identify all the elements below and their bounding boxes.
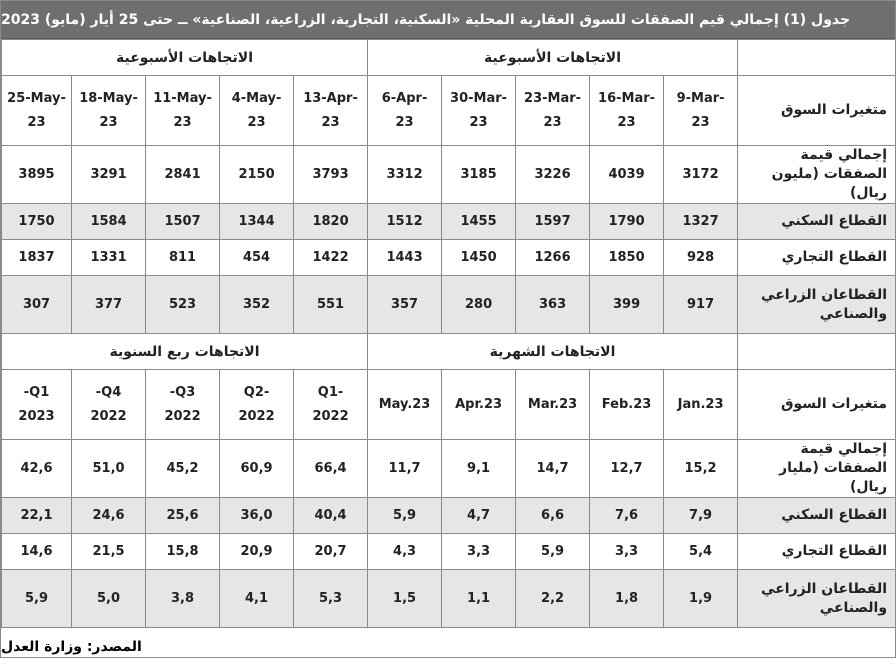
row-label: القطاع التجاري bbox=[738, 534, 896, 570]
table-cell: 45,2 bbox=[146, 440, 220, 498]
column-header-line: 6-Apr- bbox=[381, 90, 428, 106]
table-cell: 15,8 bbox=[146, 534, 220, 570]
table-cell: 363 bbox=[516, 276, 590, 334]
table-cell: 14,7 bbox=[516, 440, 590, 498]
table-cell: 15,2 bbox=[664, 440, 738, 498]
column-header-line: Mar.23 bbox=[527, 396, 578, 412]
column-header-line: 2022 bbox=[90, 408, 127, 424]
column-header-line: 23 bbox=[321, 114, 340, 130]
table-cell: 1584 bbox=[72, 204, 146, 240]
row-header-label: متغيرات السوق bbox=[738, 76, 896, 146]
column-header-line: 30-Mar- bbox=[450, 90, 508, 106]
table-cell: 4,3 bbox=[368, 534, 442, 570]
column-header-line: 23 bbox=[543, 114, 562, 130]
table-cell: 3895 bbox=[2, 146, 72, 204]
column-header-line: 13-Apr- bbox=[303, 90, 358, 106]
table-cell: 40,4 bbox=[294, 498, 368, 534]
column-header bbox=[664, 370, 738, 440]
blank-cell bbox=[738, 334, 896, 370]
table-cell: 1344 bbox=[220, 204, 294, 240]
column-header bbox=[220, 370, 294, 440]
column-header-line: -Q1 bbox=[23, 384, 50, 400]
column-header bbox=[2, 76, 72, 146]
group-label: الاتجاهات الأسبوعية bbox=[2, 40, 368, 76]
table-cell: 3312 bbox=[368, 146, 442, 204]
table-cell: 1750 bbox=[2, 204, 72, 240]
table-cell: 3226 bbox=[516, 146, 590, 204]
row-label: القطاعان الزراعي والصناعي bbox=[738, 276, 896, 334]
table-cell: 12,7 bbox=[590, 440, 664, 498]
table-cell: 51,0 bbox=[72, 440, 146, 498]
table-cell: 1820 bbox=[294, 204, 368, 240]
table-cell: 3,8 bbox=[146, 570, 220, 628]
group-label: الاتجاهات الأسبوعية bbox=[368, 40, 738, 76]
column-header-line: 23 bbox=[617, 114, 636, 130]
table-cell: 1597 bbox=[516, 204, 590, 240]
table-cell: 11,7 bbox=[368, 440, 442, 498]
column-header bbox=[368, 76, 442, 146]
table-row bbox=[2, 146, 896, 204]
table-cell: 7,9 bbox=[664, 498, 738, 534]
column-header-line: 23 bbox=[469, 114, 488, 130]
column-header bbox=[2, 370, 72, 440]
column-header-line: May.23 bbox=[378, 396, 431, 412]
row-label: القطاع السكني bbox=[738, 204, 896, 240]
table-cell: 1790 bbox=[590, 204, 664, 240]
column-header bbox=[368, 370, 442, 440]
table-cell: 1,1 bbox=[442, 570, 516, 628]
table-cell: 377 bbox=[72, 276, 146, 334]
row-label: القطاعان الزراعي والصناعي bbox=[738, 570, 896, 628]
table-cell: 6,6 bbox=[516, 498, 590, 534]
row-label: القطاع السكني bbox=[738, 498, 896, 534]
column-header bbox=[220, 76, 294, 146]
column-header-line: 2022 bbox=[238, 408, 275, 424]
table-cell: 42,6 bbox=[2, 440, 72, 498]
table-cell: 4039 bbox=[590, 146, 664, 204]
column-header-row bbox=[2, 76, 896, 146]
table-cell: 551 bbox=[294, 276, 368, 334]
group-label: الاتجاهات ربع السنوية bbox=[2, 334, 368, 370]
table-cell: 5,0 bbox=[72, 570, 146, 628]
table-cell: 917 bbox=[664, 276, 738, 334]
column-header-line: 23 bbox=[247, 114, 266, 130]
table-cell: 1443 bbox=[368, 240, 442, 276]
column-header-line: 2022 bbox=[312, 408, 349, 424]
table-row bbox=[2, 204, 896, 240]
data-table bbox=[1, 39, 896, 628]
table-cell: 2841 bbox=[146, 146, 220, 204]
column-header bbox=[664, 76, 738, 146]
column-header-line: 18-May- bbox=[79, 90, 138, 106]
column-header bbox=[442, 370, 516, 440]
table-cell: 5,9 bbox=[2, 570, 72, 628]
row-label: إجمالي قيمة الصفقات (مليار ريال) bbox=[738, 440, 896, 498]
table-cell: 3,3 bbox=[590, 534, 664, 570]
table-cell: 21,5 bbox=[72, 534, 146, 570]
column-header-line: 23 bbox=[27, 114, 46, 130]
column-header-line: Jan.23 bbox=[677, 396, 724, 412]
column-header bbox=[590, 370, 664, 440]
table-cell: 357 bbox=[368, 276, 442, 334]
table-cell: 3172 bbox=[664, 146, 738, 204]
column-header-line: Q2- bbox=[243, 384, 270, 400]
table-row bbox=[2, 440, 896, 498]
table-cell: 14,6 bbox=[2, 534, 72, 570]
column-header-line: -Q3 bbox=[169, 384, 196, 400]
table-cell: 811 bbox=[146, 240, 220, 276]
table-cell: 1850 bbox=[590, 240, 664, 276]
column-header-line: 23 bbox=[173, 114, 192, 130]
table-cell: 352 bbox=[220, 276, 294, 334]
table-cell: 60,9 bbox=[220, 440, 294, 498]
column-header-line: 25-May- bbox=[7, 90, 66, 106]
table-cell: 5,9 bbox=[516, 534, 590, 570]
column-header-line: 23 bbox=[691, 114, 710, 130]
column-header bbox=[442, 76, 516, 146]
table-cell: 399 bbox=[590, 276, 664, 334]
group-header-row bbox=[2, 40, 896, 76]
table-cell: 1507 bbox=[146, 204, 220, 240]
table-cell: 1327 bbox=[664, 204, 738, 240]
column-header bbox=[146, 76, 220, 146]
table-cell: 307 bbox=[2, 276, 72, 334]
column-header-row bbox=[2, 370, 896, 440]
column-header bbox=[294, 76, 368, 146]
column-header-line: Apr.23 bbox=[455, 396, 503, 412]
column-header bbox=[72, 370, 146, 440]
table-cell: 25,6 bbox=[146, 498, 220, 534]
column-header bbox=[72, 76, 146, 146]
table-cell: 1331 bbox=[72, 240, 146, 276]
column-header-line: 2023 bbox=[18, 408, 55, 424]
table-cell: 66,4 bbox=[294, 440, 368, 498]
group-label: الاتجاهات الشهرية bbox=[368, 334, 738, 370]
table-cell: 1266 bbox=[516, 240, 590, 276]
column-header-line: Q1- bbox=[317, 384, 344, 400]
table-cell: 5,3 bbox=[294, 570, 368, 628]
source-note: المصدر: وزارة العدل bbox=[1, 639, 142, 655]
table-cell: 3291 bbox=[72, 146, 146, 204]
table-cell: 1,8 bbox=[590, 570, 664, 628]
row-label: إجمالي قيمة الصفقات (مليون ريال) bbox=[738, 146, 896, 204]
table-row bbox=[2, 570, 896, 628]
table-cell: 1512 bbox=[368, 204, 442, 240]
table-cell: 1455 bbox=[442, 204, 516, 240]
row-header-label: متغيرات السوق bbox=[738, 370, 896, 440]
column-header bbox=[516, 76, 590, 146]
table-cell: 22,1 bbox=[2, 498, 72, 534]
table-cell: 9,1 bbox=[442, 440, 516, 498]
table-cell: 523 bbox=[146, 276, 220, 334]
table-cell: 1422 bbox=[294, 240, 368, 276]
table-cell: 3,3 bbox=[442, 534, 516, 570]
column-header-line: 23-Mar- bbox=[524, 90, 582, 106]
table-cell: 1,9 bbox=[664, 570, 738, 628]
table-row bbox=[2, 534, 896, 570]
column-header-line: 4-May- bbox=[231, 90, 282, 106]
table-row bbox=[2, 240, 896, 276]
table-cell: 20,9 bbox=[220, 534, 294, 570]
table-cell: 3793 bbox=[294, 146, 368, 204]
column-header-line: -Q4 bbox=[95, 384, 122, 400]
column-header-line: 11-May- bbox=[153, 90, 212, 106]
column-header-line: 23 bbox=[99, 114, 118, 130]
column-header-line: 2022 bbox=[164, 408, 201, 424]
column-header bbox=[146, 370, 220, 440]
row-label: القطاع التجاري bbox=[738, 240, 896, 276]
table-cell: 2150 bbox=[220, 146, 294, 204]
table-cell: 7,6 bbox=[590, 498, 664, 534]
table-row bbox=[2, 498, 896, 534]
table-cell: 4,7 bbox=[442, 498, 516, 534]
column-header-line: 23 bbox=[395, 114, 414, 130]
table-cell: 2,2 bbox=[516, 570, 590, 628]
table-cell: 928 bbox=[664, 240, 738, 276]
table-cell: 5,9 bbox=[368, 498, 442, 534]
table-title: جدول (1) إجمالي قيم الصفقات للسوق العقارية المحلية «السكنية، التجارية، الزراعية، الصناعية» ــ حتى 25 أيار (مايو) 2023 bbox=[1, 1, 895, 39]
column-header bbox=[294, 370, 368, 440]
group-header-row bbox=[2, 334, 896, 370]
column-header bbox=[590, 76, 664, 146]
table-cell: 4,1 bbox=[220, 570, 294, 628]
table-cell: 36,0 bbox=[220, 498, 294, 534]
table-cell: 24,6 bbox=[72, 498, 146, 534]
column-header bbox=[516, 370, 590, 440]
table-row bbox=[2, 276, 896, 334]
table-cell: 280 bbox=[442, 276, 516, 334]
table-cell: 1837 bbox=[2, 240, 72, 276]
table-cell: 3185 bbox=[442, 146, 516, 204]
table-body bbox=[2, 40, 896, 628]
column-header-line: 16-Mar- bbox=[598, 90, 656, 106]
table-cell: 1,5 bbox=[368, 570, 442, 628]
blank-cell bbox=[738, 40, 896, 76]
column-header-line: 9-Mar- bbox=[676, 90, 725, 106]
table-cell: 454 bbox=[220, 240, 294, 276]
table-cell: 1450 bbox=[442, 240, 516, 276]
table-cell: 5,4 bbox=[664, 534, 738, 570]
table-cell: 20,7 bbox=[294, 534, 368, 570]
column-header-line: Feb.23 bbox=[601, 396, 652, 412]
